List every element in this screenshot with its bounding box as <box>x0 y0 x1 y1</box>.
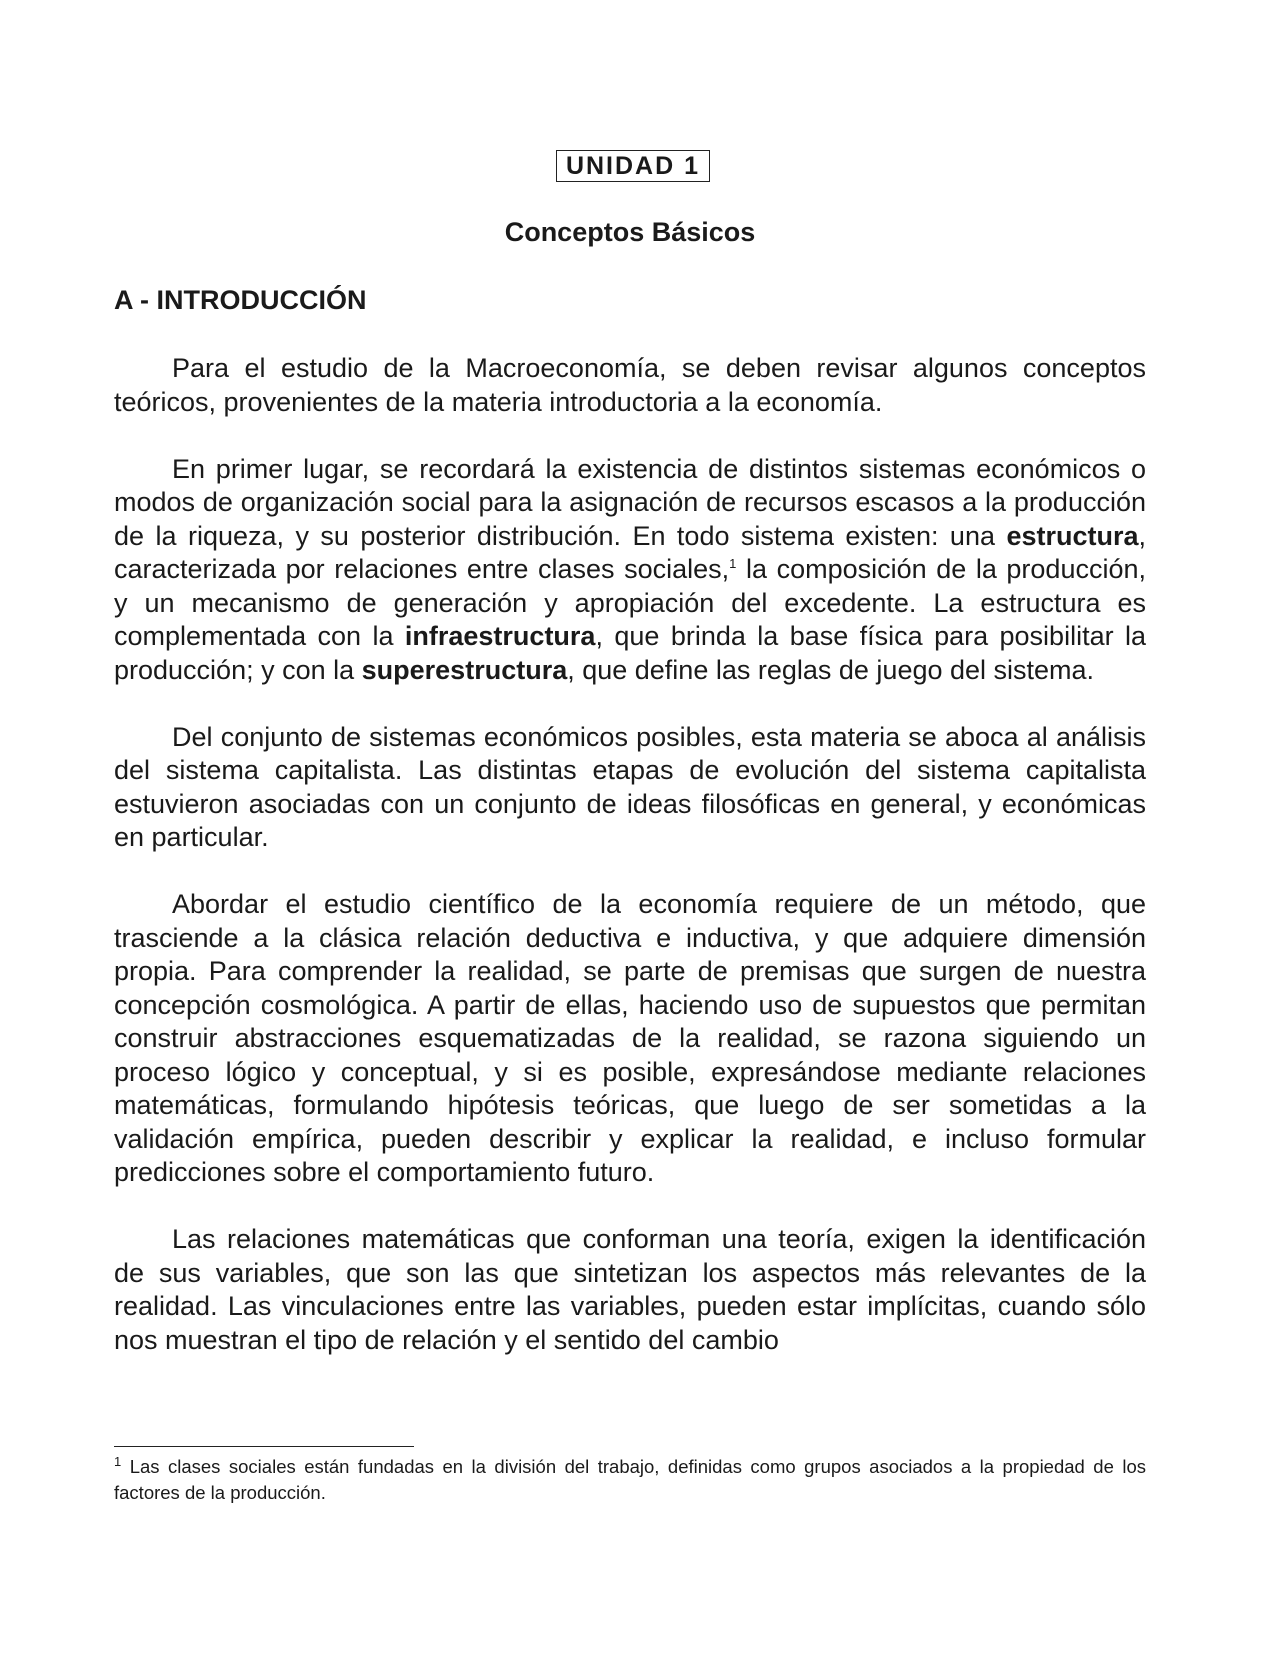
paragraph-4: Abordar el estudio científico de la economía requiere de un método, que trasciende a la clásica relación deductiva e inductiva, y que adquiere dimensión propia. Para comprender la realidad, se parte de premisas que surgen de nuestra concepción cosmológica. A partir de ellas, haciendo uso de supuestos que permitan construir abstracciones esquematizadas de la realidad, se razona siguiendo un proceso lógico y conceptual, y si es posible, expresándose mediante relaciones matemáticas, formulando hipótesis teóricas, que luego de ser sometidas a la validación empírica, pueden describir y explicar la realidad, e incluso formular predicciones sobre el comportamiento futuro. <box>114 889 1146 1187</box>
paragraph-3: Del conjunto de sistemas económicos posibles, esta materia se aboca al análisis del sistema capitalista. Las distintas etapas de evolución del sistema capitalista estuvieron asociadas con un conjunto de ideas filosóficas en general, y económicas en particular. <box>114 721 1146 852</box>
footnote-text: Las clases sociales están fundadas en la división del trabajo, definidas como grupos asociados a la propiedad de los factores de la producción. <box>114 1456 1146 1503</box>
paragraph-2-text-a: En primer lugar, se recordará la existencia de distintos sistemas económicos o modos de organización social para la asignación de recursos escasos a la producción de la riqueza, y su posterior distribución. En todo sistema existen: una <box>114 453 1146 551</box>
paragraph-2-text-d: , que brinda la base física para posibilitar la producción; y con la <box>114 621 1146 685</box>
paragraph-2-text-e: , que define las reglas de juego del sistema. <box>567 654 1095 685</box>
paragraph-1: Para el estudio de la Macroeconomía, se deben revisar algunos conceptos teóricos, provenientes de la materia introductoria a la economía. <box>114 353 1146 417</box>
footnote-reference[interactable]: 1 <box>729 556 737 571</box>
body-text <box>114 352 1146 1391</box>
paragraph-2-text-c: la composición de la producción, y un mecanismo de generación y apropiación del excedente. La estructura es complementada con la <box>114 554 1146 651</box>
footnote <box>114 1454 1146 1506</box>
footnote-divider <box>114 1446 414 1447</box>
paragraph-5: Las relaciones matemáticas que conforman una teoría, exigen la identificación de sus variables, que son las que sintetizan los aspectos más relevantes de la realidad. Las vinculaciones entre las variables, pueden estar implícitas, cuando sólo nos muestran el tipo de relación y el sentido del cambio <box>114 1224 1146 1355</box>
term-superestructura: superestructura <box>361 654 568 685</box>
term-estructura: estructura <box>1006 520 1139 551</box>
unit-title-box <box>556 150 710 182</box>
paragraph-2 <box>114 453 1146 688</box>
section-heading: A - INTRODUCCIÓN <box>114 285 367 315</box>
page-subtitle: Conceptos Básicos <box>504 217 756 247</box>
unit-title: UNIDAD 1 <box>565 151 701 180</box>
term-infraestructura: infraestructura <box>404 621 596 651</box>
footnote-marker: 1 <box>114 1453 122 1469</box>
paragraph-2-text-b: , caracterizada por relaciones entre clases sociales, <box>114 520 1146 584</box>
